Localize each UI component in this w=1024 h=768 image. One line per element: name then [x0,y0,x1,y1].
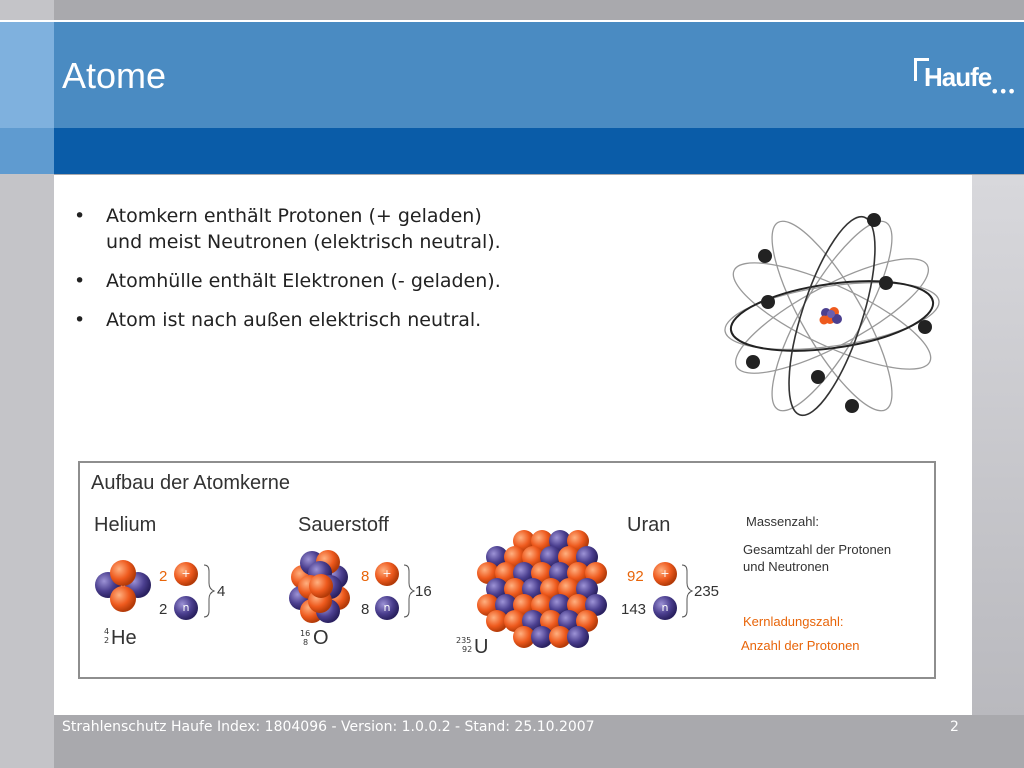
element-name-uran: Uran [627,514,671,536]
helium-proton-count: 2 [159,568,168,585]
electron-icon [758,249,772,263]
uranium-proton-count: 92 [627,568,644,585]
helium-neutron-count: 2 [159,601,168,618]
neutron-sign: n [182,601,190,614]
legend-mass-desc: Gesamtzahl der Protonen [743,542,892,557]
footer-text: Strahlenschutz Haufe Index: 1804096 - Version: 1.0.0.2 - Stand: 25.10.2007 [62,719,595,735]
oxygen-mass-number: 16 [300,629,311,638]
brace-icon [404,565,414,617]
proton-sign: + [181,567,191,580]
neutron-sign: n [661,601,669,614]
element-name-sauerstoff: Sauerstoff [298,514,389,536]
page-number: 2 [950,719,959,735]
electron-icon [918,320,932,334]
oxygen-atomic-number: 8 [303,638,309,647]
brace-icon [682,565,692,617]
nucleon-icon [567,626,589,648]
electron-icon [879,276,893,290]
element-name-helium: Helium [94,514,157,536]
uranium-neutron-count: 143 [621,601,647,618]
electron-icon [761,295,775,309]
haufe-logo-dots: ••• [990,82,1016,101]
blue-strip-left [0,128,54,174]
oxygen-nucleus-icon [289,550,350,623]
proton-sign: + [660,567,670,580]
oxygen-mass: 16 [415,583,432,600]
atom-illustration [720,200,950,430]
right-frame [972,175,1024,715]
legend-charge-label: Kernladungszahl: [743,614,844,629]
oxygen-neutron-count: 8 [361,601,370,618]
bullet-text: Atomkern enthält Protonen (+ geladen) [106,205,482,227]
electron-icon [867,213,881,227]
uranium-atomic-number: 92 [462,645,473,654]
bullet-list [68,203,501,346]
blue-strip [0,128,1024,174]
helium-mass: 4 [217,583,226,600]
oxygen-proton-count: 8 [361,568,370,585]
bullet-item [68,203,501,255]
bullet-text: Atom ist nach außen elektrisch neutral. [106,309,482,331]
haufe-logo: Haufe [924,62,992,92]
bullet-dot-icon: • [74,270,86,292]
helium-symbol: He [111,627,137,649]
nucleus-icon [820,307,843,325]
figure-title: Aufbau der Atomkerne [91,472,291,494]
nuclei-figure-svg [80,463,934,677]
electron-icon [811,370,825,384]
bullet-item [68,307,501,333]
bullet-item [68,268,501,294]
uranium-nucleus-icon [477,530,607,648]
title-band-left [0,20,54,128]
brace-icon [204,565,214,617]
uranium-mass-number: 235 [456,636,472,645]
electron-icon [845,399,859,413]
electrons [746,213,932,413]
electron-icon [746,355,760,369]
proton-sign: + [382,567,392,580]
legend-charge-desc: Anzahl der Protonen [741,638,860,653]
legend-mass-desc: und Neutronen [743,559,830,574]
helium-nucleus-icon [95,560,151,612]
uranium-symbol: U [474,636,489,658]
helium-mass-number: 4 [104,627,110,636]
neutron-sign: n [383,601,391,614]
bullet-dot-icon: • [74,309,86,331]
bullet-text: und meist Neutronen (elektrisch neutral). [106,231,501,253]
bullet-dot-icon: • [74,205,86,227]
page-title: Atome [62,55,167,96]
nuclei-figure [78,461,936,679]
legend-mass-label: Massenzahl: [746,514,819,529]
helium-atomic-number: 2 [104,636,110,645]
uranium-mass: 235 [694,583,720,600]
bullet-text: Atomhülle enthält Elektronen (- geladen). [106,270,501,292]
oxygen-symbol: O [313,627,329,649]
